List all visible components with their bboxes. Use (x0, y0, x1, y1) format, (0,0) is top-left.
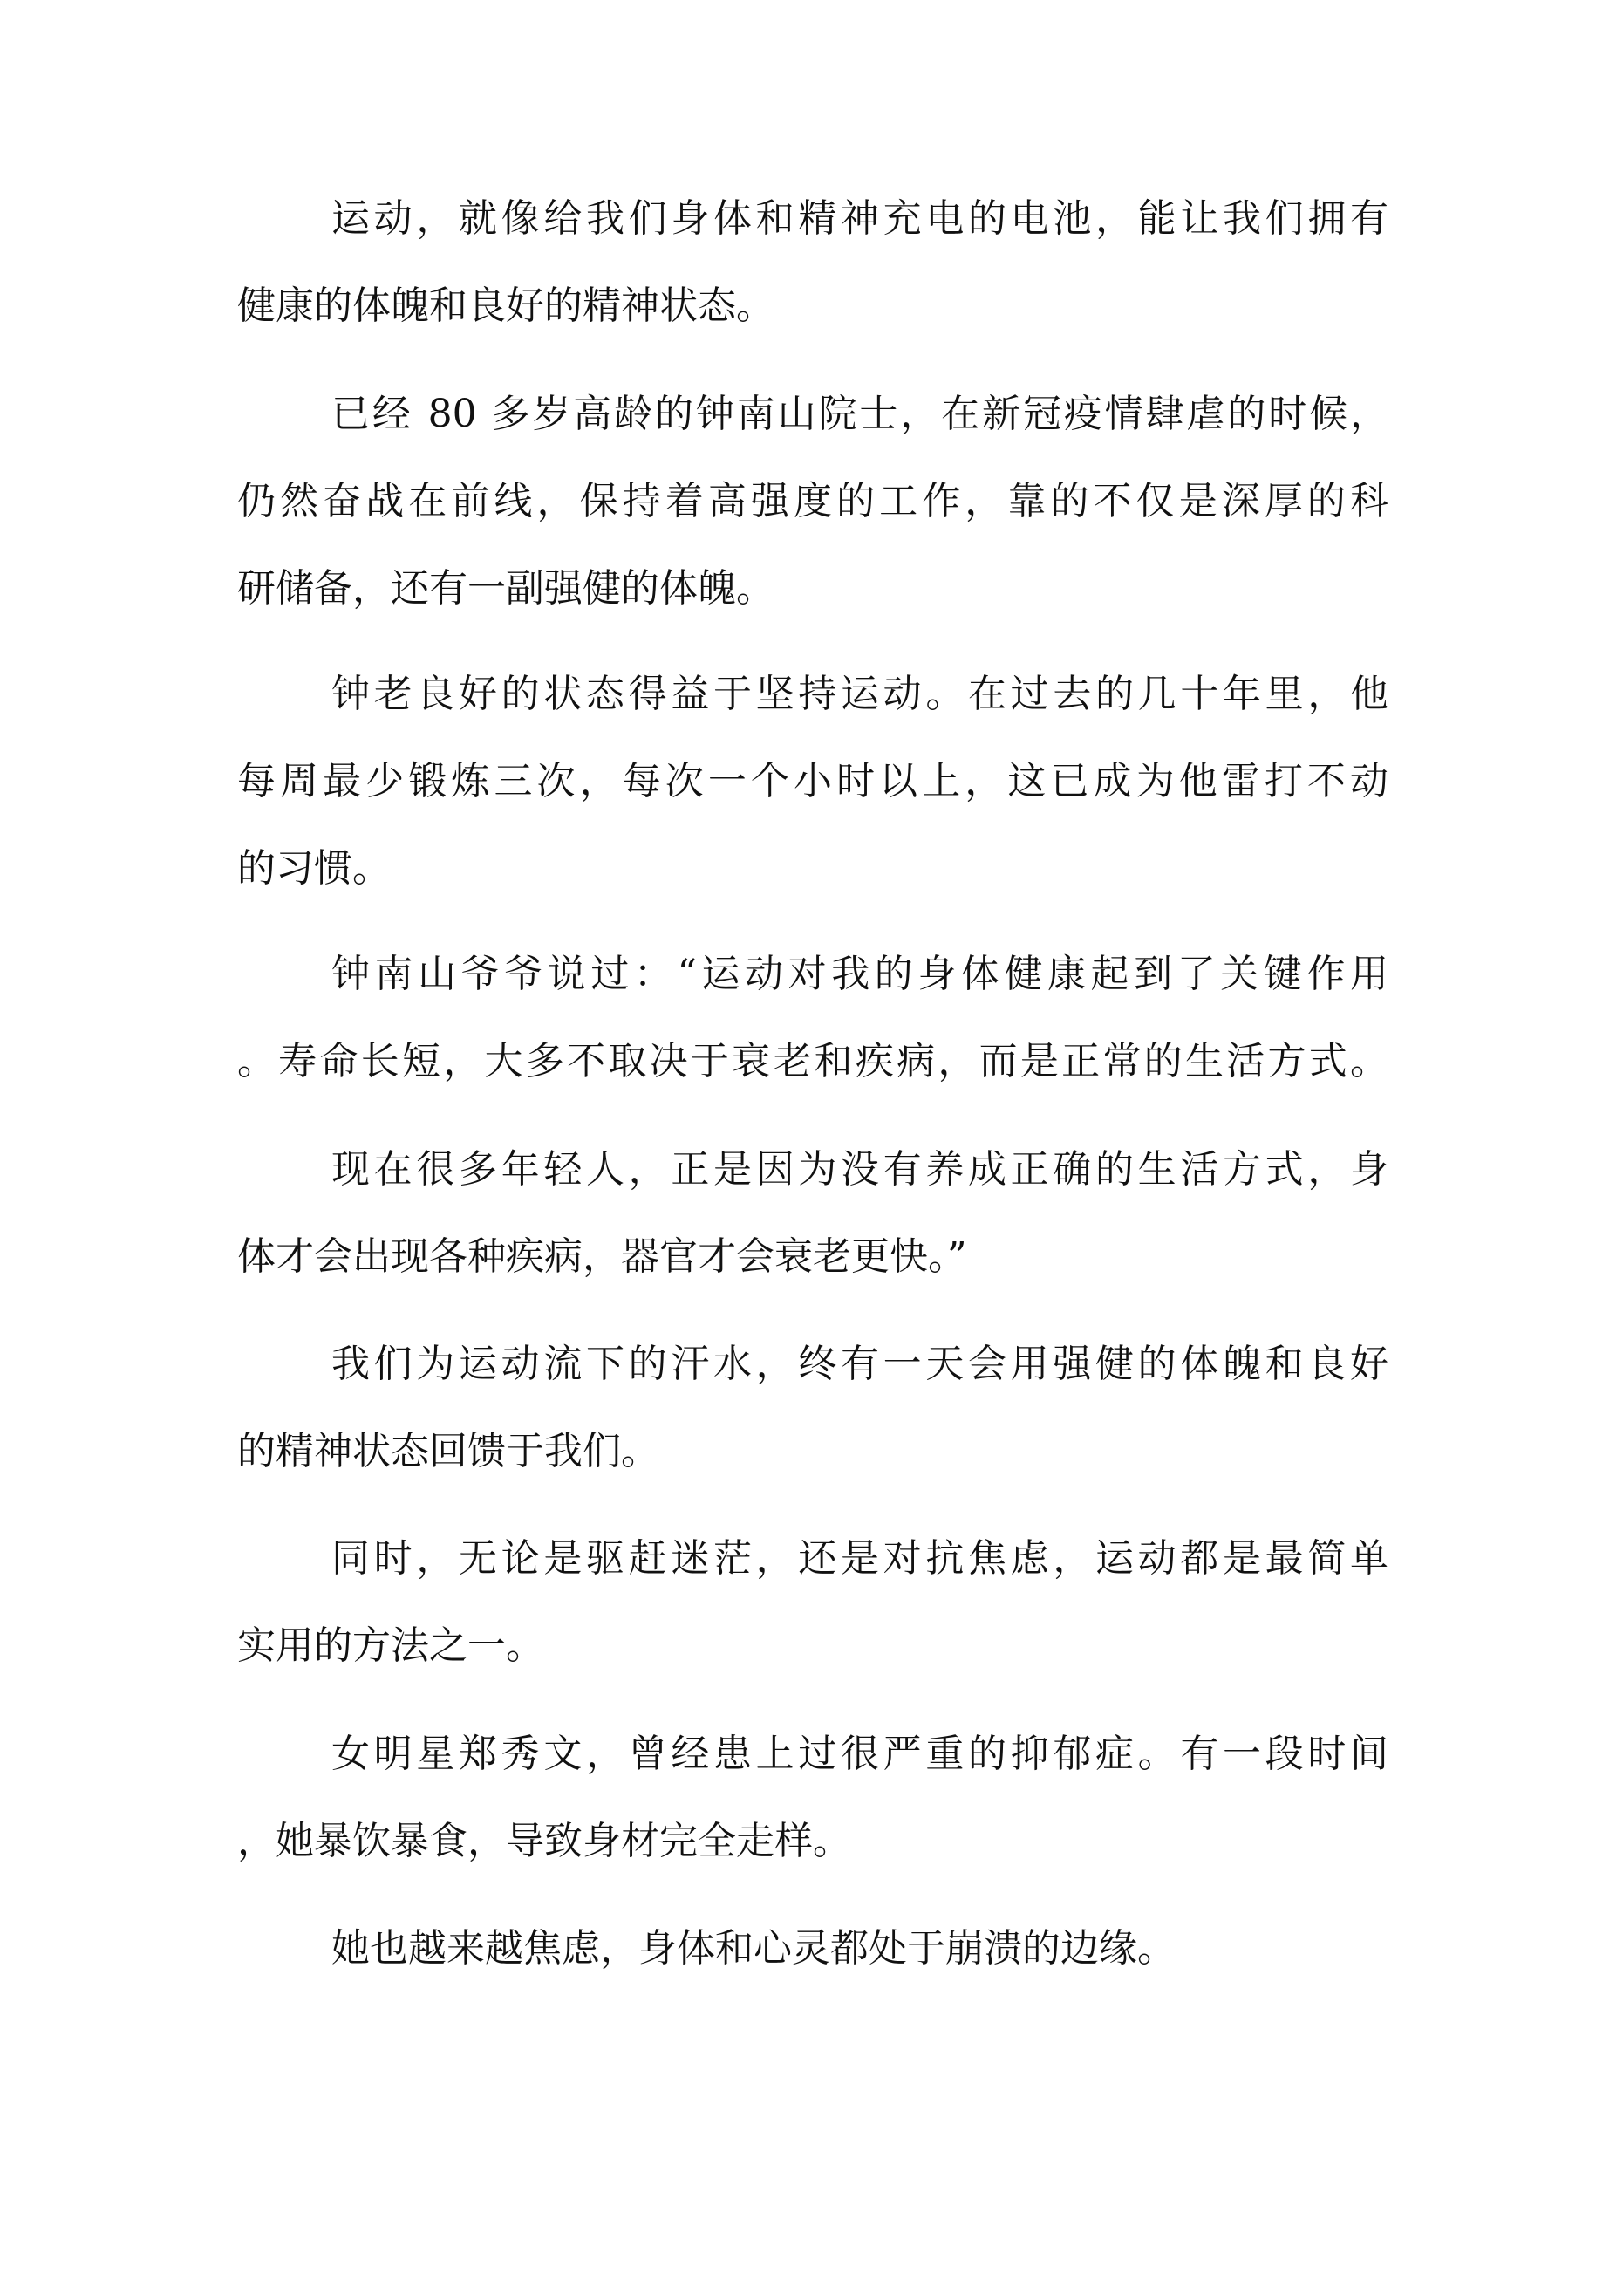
paragraph-line: 她也越来越焦虑，身体和心灵都处于崩溃的边缘。 (331, 1926, 1176, 1971)
paragraph-line: 的精神状态回馈于我们。 (237, 1429, 659, 1473)
paragraph-line: ，她暴饮暴食，导致身材完全走样。 (237, 1819, 851, 1863)
paragraph-line: 运动，就像给我们身体和精神充电的电池，能让我们拥有 (331, 196, 1388, 241)
paragraph-line: 女明星郑秀文，曾经患上过很严重的抑郁症。有一段时间 (331, 1732, 1388, 1776)
paragraph-line: 我们为运动流下的汗水，终有一天会用强健的体魄和良好 (331, 1342, 1388, 1386)
paragraph-line: 健康的体魄和良好的精神状态。 (237, 284, 774, 328)
paragraph-line: 实用的方法之一。 (237, 1623, 544, 1668)
paragraph-line: 钟老良好的状态得益于坚持运动。在过去的几十年里，他 (331, 672, 1388, 716)
paragraph-line: 已经 80 多岁高龄的钟南山院士，在新冠疫情肆虐的时候， (331, 392, 1388, 436)
paragraph-line: 同时，无论是驱赶迷茫，还是对抗焦虑，运动都是最简单 (331, 1536, 1388, 1581)
paragraph-line: 每周最少锻炼三次，每次一个小时以上，这已成为他雷打不动 (237, 759, 1388, 803)
paragraph-line: 现在很多年轻人，正是因为没有养成正确的生活方式，身 (331, 1147, 1388, 1192)
paragraph-line: 体才会出现各种疾病，器官才会衰老更快。” (237, 1234, 967, 1279)
paragraph-line: 钟南山爷爷说过：“运动对我的身体健康起到了关键作用 (331, 952, 1388, 996)
paragraph-line: 。寿命长短，大多不取决于衰老和疾病，而是正常的生活方式。 (237, 1039, 1388, 1083)
paragraph-line: 的习惯。 (237, 846, 391, 891)
paragraph-line: 仍然奋战在前线，保持着高强度的工作，靠的不仅是深厚的科 (237, 479, 1388, 523)
paragraph-line: 研储备，还有一副强健的体魄。 (237, 566, 774, 611)
